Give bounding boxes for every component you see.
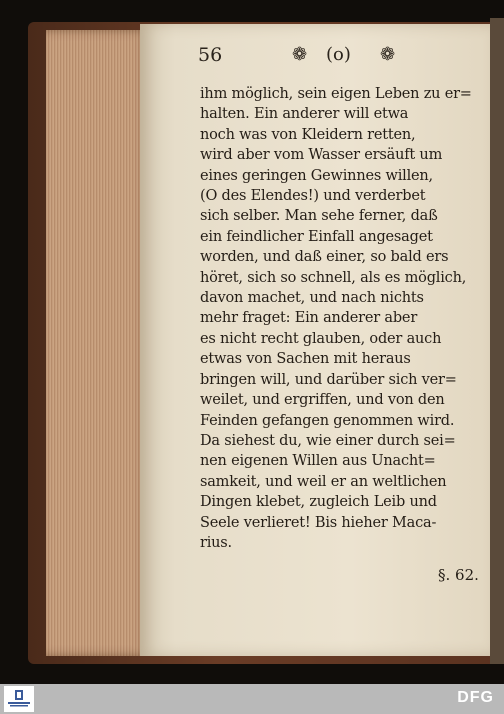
text-line: noch was von Kleidern retten, (200, 126, 416, 143)
text-line: worden, und daß einer, so bald ers (200, 249, 449, 266)
text-line: höret, sich so schnell, als es möglich, (200, 269, 467, 286)
text-line: es nicht recht glauben, oder auch (200, 330, 442, 347)
text-line: sich selber. Man sehe ferner, daß (200, 208, 438, 225)
text-line: Feinden gefangen genommen wird. (200, 412, 455, 429)
library-logo (4, 686, 34, 712)
text-line: ein feindlicher Einfall angesaget (200, 228, 433, 245)
ornament-right-icon: ❁ (380, 44, 396, 65)
text-line: davon machet, und nach nichts (200, 290, 424, 307)
text-line: Da siehest du, wie einer durch sei= (200, 432, 456, 449)
text-line: ihm möglich, sein eigen Leben zu er= (200, 86, 472, 102)
text-line: bringen will, und darüber sich ver= (200, 371, 457, 388)
catchword: §. 62. (438, 566, 479, 584)
page-right-edge (490, 18, 504, 664)
library-emblem-icon (6, 688, 32, 710)
text-line: eines geringen Gewinnes willen, (200, 167, 433, 184)
text-line: wird aber vom Wasser ersäuft um (200, 147, 443, 164)
text-line: Dingen klebet, zugleich Leib und (200, 494, 437, 511)
page-body-text (200, 84, 488, 553)
text-line: mehr fraget: Ein anderer aber (200, 310, 418, 327)
text-line: samkeit, und weil er an weltlichen (200, 473, 447, 490)
header-mark: (o) (326, 44, 351, 65)
text-line: etwas von Sachen mit heraus (200, 351, 411, 368)
dfg-logo: DFG (457, 689, 494, 706)
text-line: (O des Elendes!) und verderbet (200, 188, 426, 205)
viewer-footer (0, 684, 504, 714)
text-line: nen eigenen Willen aus Unacht= (200, 453, 436, 470)
text-line: rius. (200, 534, 232, 551)
page-header (198, 44, 488, 68)
page-number: 56 (198, 44, 223, 66)
text-line: halten. Ein anderer will etwa (200, 106, 409, 123)
page-edges (46, 30, 150, 656)
text-line: weilet, und ergriffen, und von den (200, 392, 445, 409)
ornament-left-icon: ❁ (292, 44, 308, 65)
text-line: Seele verlieret! Bis hieher Maca- (200, 514, 437, 531)
